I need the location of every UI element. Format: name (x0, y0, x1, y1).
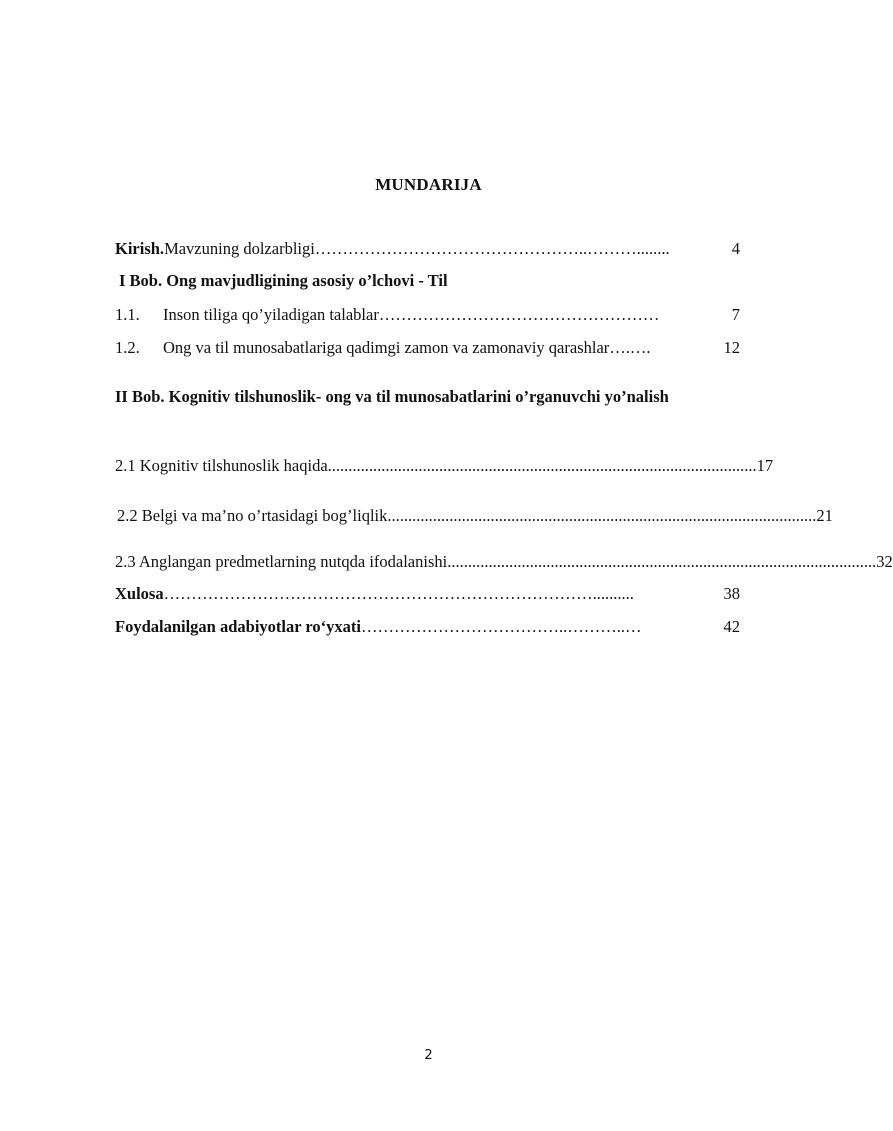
toc-entry-title: Xulosa (115, 584, 164, 603)
toc-entry-1-2[interactable] (115, 337, 740, 359)
toc-entry-1-1[interactable] (115, 304, 740, 326)
toc-entry-2-2[interactable] (117, 505, 833, 527)
page-number: 2 (424, 1048, 433, 1063)
toc-page-number: 7 (731, 305, 740, 324)
toc-entry-title: 2.3 Anglangan predmetlarning nutqda ifodalanishi (115, 552, 448, 571)
toc-entry-adabiyotlar[interactable] (115, 616, 740, 638)
toc-entry-title: Mavzuning dolzarbligi (164, 239, 315, 258)
toc-dot-leader: …………………………………………..………........ (314, 239, 670, 258)
toc-entry-title: 2.1 Kognitiv tilshunoslik haqida (115, 456, 328, 475)
toc-dot-leader: …………………………………………………………………….......... (163, 584, 634, 603)
toc-dot-leader: ….…. (609, 338, 651, 357)
toc-entry-title: Foydalanilgan adabiyotlar ro‘yxati (115, 617, 362, 636)
toc-entry-2-3[interactable] (115, 551, 893, 573)
toc-page-number: 12 (723, 338, 740, 357)
toc-page-number: 21 (816, 506, 833, 525)
toc-page-number: 38 (723, 584, 740, 603)
toc-dot-leader: ........................................................................................................ (447, 552, 877, 571)
toc-chapter-1[interactable]: I Bob. Ong mavjudligining asosiy o’lchovi - Til (119, 271, 448, 290)
toc-dot-leader: ………………………………..………..… (361, 617, 642, 636)
toc-page-number: 17 (756, 456, 774, 475)
toc-entry-lead: Kirish. (115, 239, 165, 258)
toc-section-number: 1.1. (115, 305, 140, 324)
toc-entry-kirish[interactable] (115, 238, 740, 260)
toc-chapter-2[interactable]: II Bob. Kognitiv tilshunoslik- ong va til munosabatlarini o’rganuvchi yo’nalish (115, 387, 669, 406)
toc-dot-leader: …………………………………………… (378, 305, 660, 324)
page-title: MUNDARIJA (375, 175, 482, 194)
toc-page-number: 4 (731, 239, 740, 258)
toc-entry-title: Ong va til munosabatlariga qadimgi zamon va zamonaviy qarashlar (163, 338, 610, 357)
toc-page-number: 42 (723, 617, 740, 636)
toc-entry-title: 2.2 Belgi va ma’no o’rtasidagi bog’liqlik (117, 506, 388, 525)
toc-page-number: 32 (876, 552, 893, 571)
toc-entry-2-1[interactable] (115, 455, 774, 477)
toc-section-number: 1.2. (115, 338, 140, 357)
toc-entry-title: Inson tiliga qo’yiladigan talablar (163, 305, 379, 324)
toc-dot-leader: ........................................................................................................ (327, 456, 757, 475)
toc-entry-xulosa[interactable] (115, 583, 740, 605)
toc-dot-leader: ........................................................................................................ (387, 506, 817, 525)
